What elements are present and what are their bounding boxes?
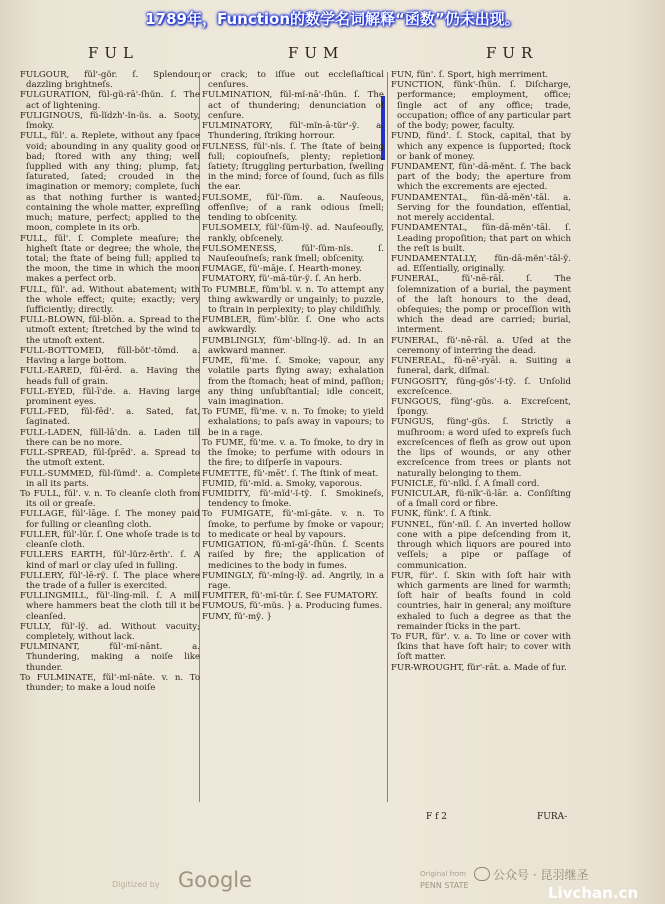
dictionary-entry: FUMINGLY, fŭ'-mĭng-lỹ. ad. Angrily, in a rage. [202,570,384,591]
dictionary-entry: FULSOMELY, fŭl'-ſŭm-lỹ. ad. Nauſeouſly, rankly, obſcenely. [202,223,384,244]
dictionary-entry: FUR, fŭr'. ſ. Skin with ſoft hair with which garments are lined for warmth; ſoft hair of beaſts found in cold countries, hair in general; any moiſture exhaled to ſuch a degree as that the remainder ſticks in the part. [391,570,571,632]
dictionary-entry: FUMITER, fŭ'-mĭ-tŭr. ſ. See FUMATORY. [202,591,379,602]
dictionary-entry: FULL, fŭl'. ſ. Complete meaſure; the higheſt ſtate or degree; the whole, the total; the ſtate of being full; applied to the moon, the time in which the moon makes a perfect orb. [20,233,200,285]
dictionary-entry: FUNNEL, fŭn'-nĭl. ſ. An inverted hollow cone with a pipe deſcending from it, through which liquors are poured into veſſels; a pipe or paſſage of communication. [391,519,571,571]
dictionary-entry: FUNDAMENT, fŭn'-dā-mĕnt. ſ. The back part of the body; the aperture from which the excrements are ejected. [391,161,571,193]
penn-state-label: PENN STATE [420,881,469,890]
wechat-watermark [474,866,588,883]
original-from-label: Original from [420,870,466,878]
dictionary-entry: FULMINATORY, fŭl'-mĭn-ā-tŭr'-ỹ. a. Thundering, ſtriking horrour. [202,121,384,142]
dictionary-entry: FULNESS, fŭl'-nĭs. ſ. The ſtate of being full; copiouſneſs, plenty; repletion, ſatiety; ſtruggling perturbation, ſwelling in the mind; force of ſound, ſuch as fills the ear. [202,141,384,193]
dictionary-entry: FUMAGE, fŭ'-māje. ſ. Hearth-money. [202,264,363,275]
dictionary-entry: FUNGOUS, fŭng'-gŭs. a. Excreſcent, ſpongy. [391,397,571,418]
dictionary-entry: FUNK, fŭnk'. ſ. A ſtink. [391,509,492,520]
dictionary-entry: FUNDAMENTAL, fŭn-dā-mĕn'-tāl. a. Serving for the foundation, eſſential, not merely accidental. [391,192,571,224]
dictionary-entry: To FUME, fŭ'me. v. a. To ſmoke, to dry in the ſmoke; to perfume with odours in the fire; to diſperſe in vapours. [202,437,384,469]
dictionary-entry: FUNDAMENTALLY, fŭn-dā-mĕn'-tāl-ỹ. ad. Eſſentially, originally. [391,253,571,275]
dictionary-entry: FULL-FED, fŭl-fēd'. a. Sated, fat, ſaginated. [20,407,200,428]
dictionary-entry: FUNERAL, fŭ'-nē-rāl. a. Uſed at the ceremony of interring the dead. [391,335,571,356]
dictionary-entry: FULSOMENESS, fŭl'-ſŭm-nĭs. ſ. Nauſeouſneſs; rank ſmell; obſcenity. [202,243,384,264]
dictionary-entry: FUMETTE, fŭ'-mēt'. ſ. The ſtink of meat. [202,468,379,479]
dictionary-entry: FULLAGE, fŭl'-lāge. ſ. The money paid for fulling or cleanſing cloth. [20,509,200,530]
dictionary-entry: FUNGOSITY, fŭng-gŏs'-ĭ-tỹ. ſ. Unſolid excreſcence. [391,376,571,397]
dictionary-entry: FUNDAMENTAL, fŭn-dā-mĕn'-tāl. ſ. Leading propoſition; that part on which the reſt is built. [391,223,571,254]
dictionary-entry: FULL-LADEN, fŭll-lā'dn. a. Laden till there can be no more. [20,427,200,448]
wechat-watermark-text: 公众号 · 昆羽继圣 [493,868,589,882]
dictionary-entry: FUNEREAL, fŭ-nē'-ryāl. a. Suiting a funeral, dark, diſmal. [391,356,571,377]
dictionary-entry: FUMID, fŭ'-mĭd. a. Smoky, vaporous. [202,478,363,489]
dictionary-entry: FUNCTION, fŭnk'-ſhŭn. ſ. Diſcharge, performance; employment, office; ſingle act of any office; trade, occupation; office of any particular part of the body; power, faculty. [391,80,571,132]
dictionary-entry: To FUMBLE, fŭm'bl. v. n. To attempt any thing awkwardly or ungainly; to puzzle, to ſtrain in perplexity; to play childiſhly. [202,284,384,316]
dictionary-entry: FULLERY, fŭl'-lē-rỹ. ſ. The place where the trade of a fuller is exercited. [20,570,200,591]
dictionary-entry: FULLINGMILL, fŭl'-lĭng-mĭl. ſ. A mill where hammers beat the cloth till it be cleanſed. [20,591,200,622]
dictionary-entry: FULGURATION, fŭl-gŭ-rā'-ſhŭn. ſ. The act of lightening. [20,90,200,111]
dictionary-entry: FULL-SPREAD, fŭl-ſprēd'. a. Spread to the utmoſt extent. [20,448,200,469]
dictionary-entry: FULLERS EARTH, fŭl'-lŭrz-ĕrth'. ſ. A kind of marl or clay uſed in fulling. [20,550,200,571]
dictionary-entry: FULL-BLOWN, fŭl-blōn. a. Spread to the utmoſt extent; ſtretched by the wind to the utmoſt extent. [20,315,200,346]
banner-caption: 1789年，Function的数学名词解释“函数”仍未出现。 [145,10,520,28]
dictionary-entry: FULSOME, fŭl'-ſŭm. a. Nauſeous, offenſive; of a rank odious ſmell; tending to obſcenity. [202,192,384,224]
dictionary-entry: FUND, fŭnd'. ſ. Stock, capital, that by which any expence is ſupported; ſtock or bank of money. [391,131,571,162]
dictionary-entry: FUMIGATION, fŭ-mĭ-gā'-ſhŭn. ſ. Scents raiſed by fire; the application of medicines to the body in fumes. [202,540,384,571]
dictionary-entry: FUMY, fŭ'-mỹ. } [202,611,272,622]
signature-mark: F f 2 [426,812,448,822]
dictionary-entry: FUNGUS, fŭng'-gŭs. ſ. Strictly a muſhroom: a word uſed to expreſs ſuch excreſcences of fleſh as grow out upon the lips of wounds, or any other excreſcence from trees or plants not naturally belonging to them. [391,417,571,479]
dictionary-column-left [20,70,200,810]
column-header-ful: FUL [88,44,140,62]
dictionary-entry: or crack; to iſſue out eccleſiaſtical cenſures. [202,70,384,91]
dictionary-entry: FUNICLE, fŭ'-nĭkl. ſ. A ſmall cord. [391,478,540,489]
site-watermark: Livchan.cn [548,884,639,902]
dictionary-entry: To FUR, fŭr'. v. a. To line or cover with ſkins that have ſoft hair; to cover with ſoft matter. [391,632,571,663]
dictionary-entry: FULLER, fŭl'-lŭr. ſ. One whoſe trade is to cleanſe cloth. [20,529,200,551]
dictionary-entry: FULL-BOTTOMED, fŭll-bŏt'-tŏmd. a. Having a large bottom. [20,345,200,367]
dictionary-entry: FULMINANT, fŭl'-mĭ-nānt. a. Thundering, making a noiſe like thunder. [20,642,200,673]
dictionary-entry: FUNICULAR, fŭ-nĭk'-ŭ-lār. a. Conſiſting of a ſmall cord or fibre. [391,488,571,510]
catchword: FURA- [537,812,568,822]
dictionary-entry: FULLY, fŭl'-lỹ. ad. Without vacuity; completely, without lack. [20,621,200,643]
dictionary-entry: FUMIDITY, fŭ'-mĭd'-ĭ-tỹ. ſ. Smokineſs, tendency to ſmoke. [202,488,384,510]
dictionary-entry: FUMOUS, fŭ'-mŭs. } a. Producing fumes. [202,601,383,612]
dictionary-entry: FUMBLER, fŭm'-blŭr. ſ. One who acts awkwardly. [202,315,384,336]
dictionary-entry: FUR-WROUGHT, fŭr'-rāt. a. Made of fur. [391,662,567,673]
dictionary-entry: FUN, fŭn'. ſ. Sport, high merriment. [391,70,549,80]
wechat-icon [474,867,490,881]
dictionary-entry: FUMATORY, fŭ'-mā-tŭr-ỹ. ſ. An herb. [202,274,362,285]
dictionary-entry: To FULMINATE, fŭl'-mĭ-nāte. v. n. To thunder; to make a loud noiſe [20,672,200,694]
dictionary-entry: To FUMIGATE, fŭ'-mĭ-gāte. v. n. To ſmoke, to perfume by ſmoke or vapour; to medicate or heal by vapours. [202,509,384,540]
digitized-by-label: Digitized by [112,880,160,889]
column-header-fum: FUM [288,44,345,62]
dictionary-entry: FULIGINOUS, fŭ-lĭdzh'-ĭn-ŭs. a. Sooty, ſmoky. [20,110,200,132]
dictionary-entry: FULMINATION, fŭl-mĭ-nā'-ſhŭn. ſ. The act of thundering; denunciation of cenſure. [202,90,384,121]
dictionary-entry: FULL-EARED, fŭl-ērd. a. Having the heads full of grain. [20,366,200,387]
dictionary-entry: To FULL, fŭl'. v. n. To cleanſe cloth from its oil or greaſe. [20,488,200,510]
column-divider-right [387,72,388,802]
dictionary-entry: FULGOUR, fŭl'-gŏr. ſ. Splendour, dazzling brightneſs. [20,70,200,91]
dictionary-entry: FUMBLINGLY, fŭm'-blĭng-lỹ. ad. In an awkward manner. [202,335,384,356]
dictionary-entry: FULL, fŭl'. ad. Without abatement; with the whole effect; quite; exactly; very ſufficiently; directly. [20,284,200,316]
dictionary-entry: FUME, fŭ'me. ſ. Smoke; vapour, any volatile parts flying away; exhalation from the ſtomach; heat of mind, paſſion; any thing unſubſtantial; idle conceit, vain imagination. [202,356,384,407]
dictionary-entry: FUNERAL, fŭ'-nē-rāl. ſ. The ſolemnization of a burial, the payment of the laſt honours to the dead, obſequies; the pomp or proceſſion with which the dead are carried; burial, interment. [391,274,571,336]
column-header-fur: FUR [486,44,539,62]
dictionary-entry: FULL, fŭl'. a. Replete, without any ſpace void; abounding in any quality good or bad; ſtored with any thing; well ſupplied with any thing; plump, fat; ſaturated, ſated; crouded in the imagination or memory; complete, ſuch as that nothing further is wanted; containing the whole matter, expreſſing much; mature, perfect; applied to the moon, complete in its orb. [20,131,200,234]
google-logo: Google [178,868,253,892]
dictionary-column-right [391,70,571,810]
dictionary-entry: FULL-SUMMED, fŭl-ſŭmd'. a. Complete in all its parts. [20,468,200,489]
dictionary-entry: To FUME, fŭ'me. v. n. To ſmoke; to yield exhalations; to paſs away in vapours; to be in a rage. [202,407,384,438]
dictionary-entry: FULL-EYED, fŭl-ī'de. a. Having large prominent eyes. [20,386,200,407]
dictionary-column-middle [202,70,384,810]
